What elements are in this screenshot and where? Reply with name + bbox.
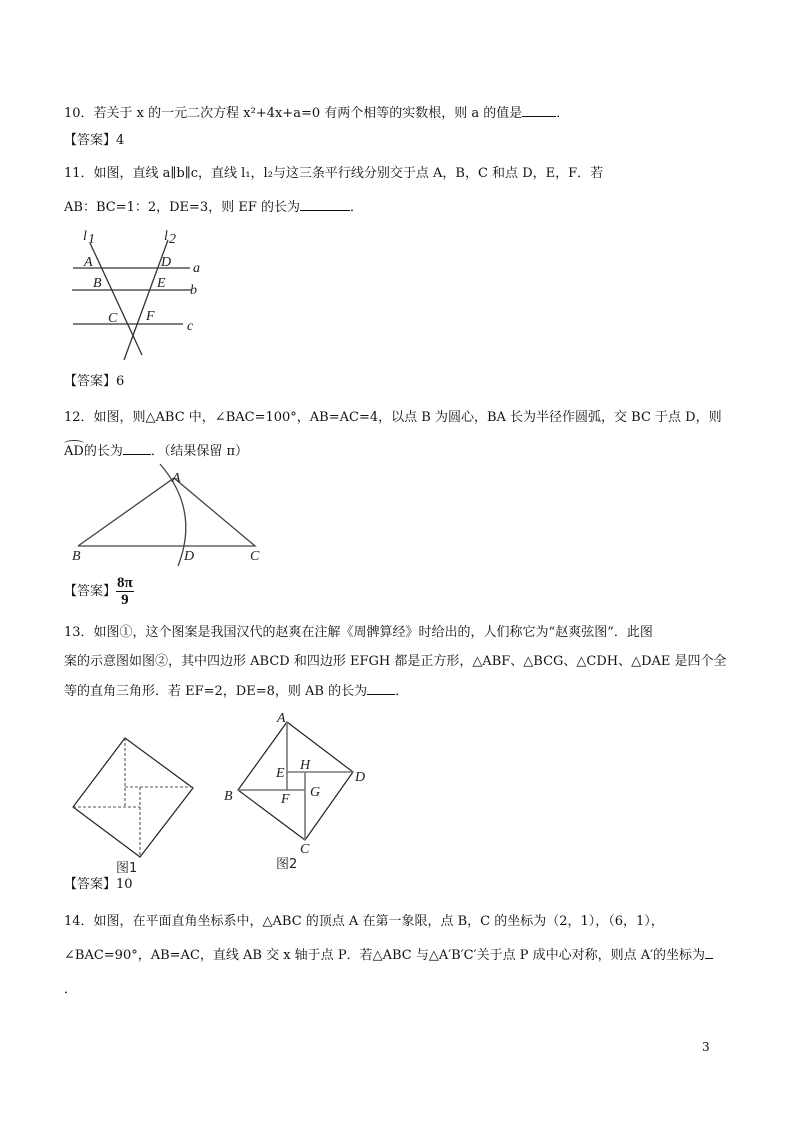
svg-text:1: 1 (88, 232, 95, 247)
q11-stem: AB：BC=1：2，DE=3，则 EF 的长为 (64, 200, 300, 215)
q11-figure-labels (83, 229, 200, 334)
svg-text:E: E (157, 276, 166, 291)
q12-answer (64, 574, 134, 610)
svg-text:H: H (300, 758, 311, 773)
svg-text:D: D (184, 549, 195, 564)
answer-label: 【答案】 (64, 584, 117, 599)
svg-text:2: 2 (169, 232, 176, 247)
q12-line1: 12．如图，则△ABC 中，∠BAC=100°，AB=AC=4，以点 B 为圆心，BA 长为半径作圆弧，交 BC 于点 D，则 (64, 410, 722, 425)
q13-stem: 等的直角三角形．若 EF=2，DE=8，则 AB 的长为 (64, 684, 368, 699)
q13-figure-1 (73, 738, 193, 876)
q11-end: ． (349, 200, 363, 215)
svg-text:A: A (277, 711, 286, 726)
svg-text:图1: 图1 (116, 861, 138, 876)
q10-end: ． (556, 106, 570, 121)
svg-text:F: F (281, 792, 290, 807)
arc-mark (64, 440, 84, 447)
svg-text:b: b (190, 283, 197, 298)
q12-end: ．（结果保留 π） (150, 444, 249, 459)
q12-line2 (64, 442, 248, 461)
svg-text:B: B (224, 789, 233, 804)
svg-text:B: B (93, 276, 102, 291)
svg-text:l: l (83, 229, 87, 244)
q14-line1: 14．如图，在平面直角坐标系中，△ABC 的顶点 A 在第一象限，点 B，C 的坐标为（2，1），（6，1）， (64, 914, 664, 929)
svg-text:E: E (276, 766, 285, 781)
svg-text:B: B (72, 549, 81, 564)
q13-answer (64, 876, 133, 894)
answer-fraction (116, 575, 134, 608)
svg-text:D: D (161, 255, 172, 270)
q14-line2 (64, 946, 713, 965)
answer-blank (123, 442, 151, 455)
answer-value: 4 (116, 133, 125, 148)
svg-text:A: A (172, 471, 181, 486)
q12-stem: 的长为 (83, 444, 123, 459)
q13-line2: 案的示意图如图②，其中四边形 ABCD 和四边形 EFGH 都是正方形，△ABF、△BCG、△CDH、△DAE 是四个全 (64, 654, 727, 669)
svg-text:l: l (164, 229, 168, 244)
answer-label: 【答案】 (64, 374, 117, 389)
q10-stem: 10．若关于 x 的一元二次方程 x²+4x+a=0 有两个相等的实数根，则 a 的值是 (64, 106, 523, 121)
answer-blank (705, 946, 713, 959)
answer-label: 【答案】 (64, 133, 117, 148)
q13-end: ． (395, 684, 409, 699)
svg-text:A: A (84, 255, 93, 270)
svg-text:c: c (187, 319, 194, 334)
svg-text:D: D (355, 770, 366, 785)
svg-text:F: F (146, 309, 155, 324)
svg-text:C: C (250, 549, 260, 564)
svg-text:a: a (193, 261, 200, 276)
svg-text:C: C (300, 842, 310, 857)
page-number: 3 (702, 1040, 710, 1054)
q11-line1: 11．如图，直线 a∥b∥c，直线 l₁，l₂与这三条平行线分别交于点 A，B，C 和点 D，E，F．若 (64, 166, 604, 181)
answer-label: 【答案】 (64, 877, 117, 892)
answer-blank (367, 682, 395, 695)
q12-figure (78, 464, 255, 566)
answer-value: 6 (116, 374, 125, 389)
arc-ad (64, 443, 84, 461)
q13-figure-2 (224, 711, 365, 872)
svg-text:C: C (108, 311, 118, 326)
q14-stem: ∠BAC=90°，AB=AC，直线 AB 交 x 轴于点 P．若△ABC 与△A′B′C′关于点 P 成中心对称，则点 A′的坐标为 (64, 948, 706, 963)
fraction-numerator: 8π (117, 575, 133, 591)
q14-line3: ． (64, 982, 78, 997)
q12-figure-labels (72, 471, 260, 564)
arc-text: AD (64, 444, 84, 459)
q11-answer (64, 373, 124, 391)
svg-text:G: G (310, 785, 321, 800)
svg-text:图2: 图2 (276, 857, 298, 872)
q13-line3 (64, 682, 408, 701)
answer-value: 10 (116, 877, 133, 892)
fraction-denominator: 9 (121, 592, 129, 608)
q13-line1: 13．如图①，这个图案是我国汉代的赵爽在注解《周髀算经》时给出的，人们称它为“赵爽弦图”．此图 (64, 625, 653, 640)
